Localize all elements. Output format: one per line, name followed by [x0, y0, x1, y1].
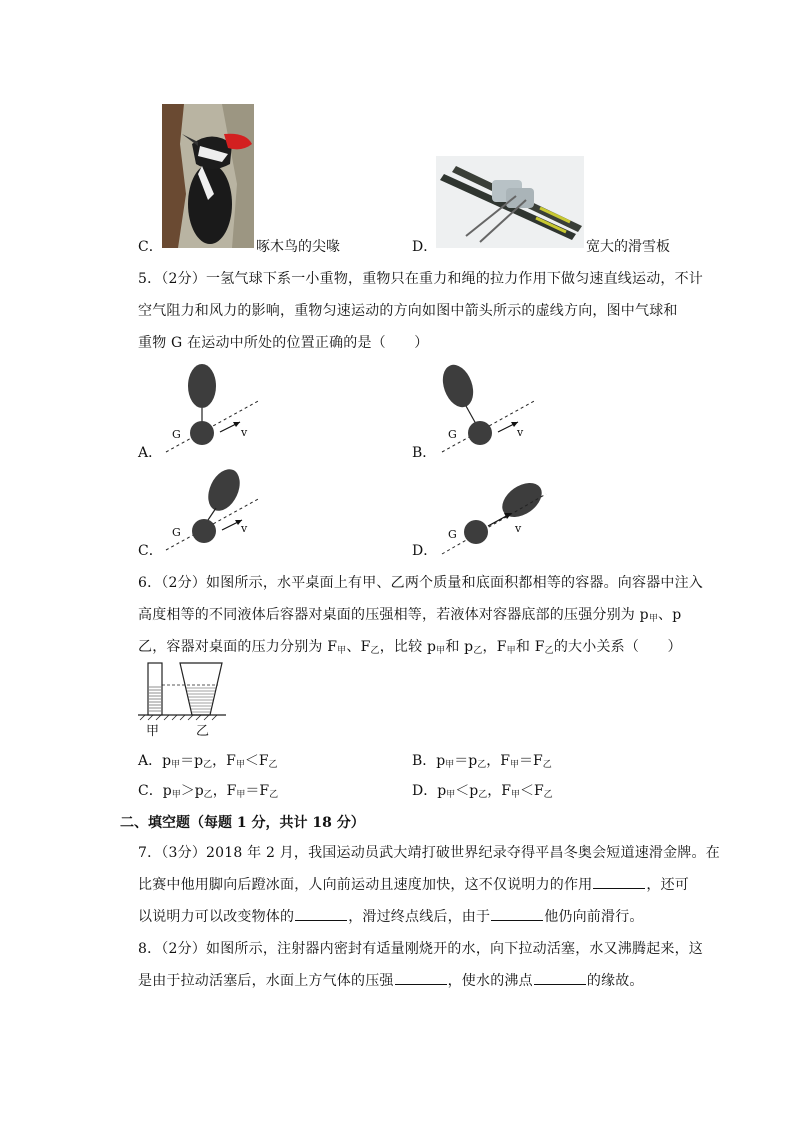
q6-fig-label-jia: 甲 — [146, 724, 160, 739]
woodpecker-image — [162, 104, 254, 248]
q5-a-v-label: v — [241, 426, 248, 439]
q6-text-line1: 6．（2分）如图所示，水平桌面上有甲、乙两个质量和底面积都相等的容器。向容器中注入 — [138, 575, 704, 591]
q6-option-a[interactable]: A．$p_甲=p_乙$，$F_甲<F_乙$ — [138, 753, 278, 770]
q8-blank-1[interactable] — [395, 972, 447, 985]
q6-fig-label-yi: 乙 — [196, 724, 210, 739]
q4-option-d[interactable]: D． — [412, 239, 438, 255]
q5-text-line3: 重物 G 在运动中所处的位置正确的是（ ） — [138, 335, 429, 351]
q4-option-c-caption: 啄木鸟的尖喙 — [256, 239, 340, 255]
q5-a-g-label: G — [172, 428, 181, 441]
q5-b-g-label: G — [448, 428, 457, 441]
q7-blank-3[interactable] — [491, 908, 543, 921]
q5-b-v-label: v — [517, 426, 524, 439]
section-title: 二、填空题（每题 1 分，共计 18 分） — [120, 815, 365, 831]
q5-figure-d — [436, 474, 556, 558]
q5-option-b[interactable]: B． — [412, 445, 437, 461]
q8-blank-2[interactable] — [534, 972, 586, 985]
q5-c-v-label: v — [241, 522, 248, 535]
q5-d-g-label: G — [448, 528, 457, 541]
q6-option-d[interactable]: D．$p_甲<p_乙$，$F_甲<F_乙$ — [412, 783, 553, 800]
q8-text-line1: 8．（2分）如图所示，注射器内密封有适量刚烧开的水，向下拉动活塞，水又沸腾起来，这 — [138, 941, 704, 957]
q8-text-line2: 是由于拉动活塞后，水面上方气体的压强 ，使水的沸点 的缘故。 — [138, 973, 644, 989]
q7-text-line2: 比赛中他用脚向后蹬冰面，人向前运动且速度加快，这不仅说明力的作用 ，还可 — [138, 877, 690, 893]
q6-option-c[interactable]: C．$p_甲>p_乙$，$F_甲=F_乙$ — [138, 783, 279, 800]
q5-text-line1: 5．（2分）一氢气球下系一小重物，重物只在重力和绳的拉力作用下做匀速直线运动，不计 — [138, 271, 704, 287]
q5-c-g-label: G — [172, 526, 181, 539]
q4-option-d-caption: 宽大的滑雪板 — [586, 239, 670, 255]
q5-option-c[interactable]: C． — [138, 543, 163, 559]
q7-blank-1[interactable] — [593, 876, 645, 889]
q5-d-v-label: v — [515, 522, 522, 535]
q6-container-figure — [138, 660, 228, 722]
q5-figure-a — [160, 360, 270, 460]
q7-blank-2[interactable] — [295, 908, 347, 921]
q4-option-c[interactable]: C． — [138, 239, 163, 255]
q5-option-d[interactable]: D． — [412, 543, 438, 559]
q5-figure-c — [160, 466, 270, 558]
q7-text-line3: 以说明力可以改变物体的 ，滑过终点线后，由于 他仍向前滑行。 — [138, 909, 644, 925]
q6-text-line2: 高度相等的不同液体后容器对桌面的压强相等，若液体对容器底部的压强分别为 $p_甲$、p — [138, 607, 682, 624]
q5-figure-b — [436, 360, 546, 460]
q6-text-line3: 乙，容器对桌面的压力分别为 $F_甲$、$F_乙$，比较 $p_甲$和 $p_乙$，$F_甲$和 $F_乙$的大小关系（ ） — [138, 639, 682, 656]
q7-text-line1: 7．（3分）2018 年 2 月，我国运动员武大靖打破世界纪录夺得平昌冬奥会短道速滑金牌。在 — [138, 845, 720, 861]
q6-option-b[interactable]: B．$p_甲=p_乙$，$F_甲=F_乙$ — [412, 753, 552, 770]
q5-text-line2: 空气阻力和风力的影响，重物匀速运动的方向如图中箭头所示的虚线方向，图中气球和 — [138, 303, 678, 319]
q5-option-a[interactable]: A． — [138, 445, 163, 461]
ski-image — [436, 156, 584, 248]
